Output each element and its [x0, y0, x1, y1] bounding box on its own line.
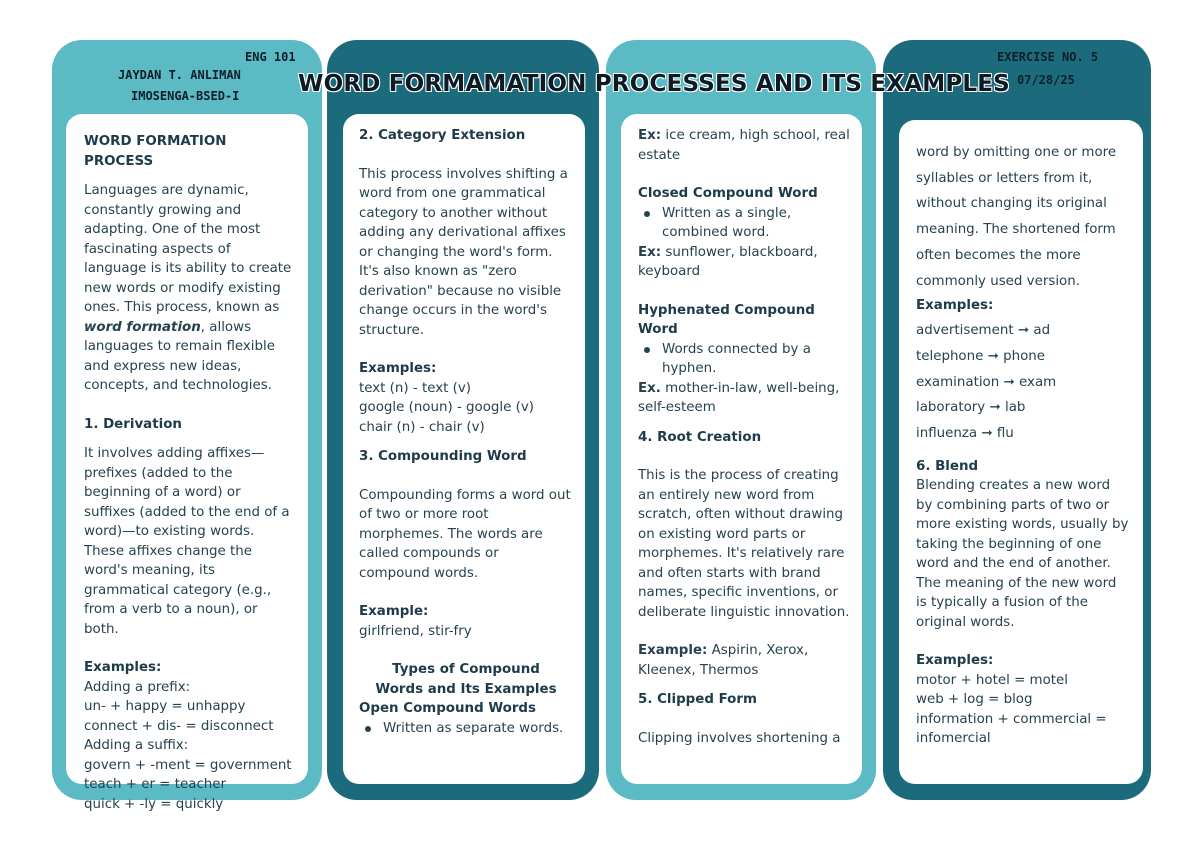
blend-examples-label: Examples:: [916, 653, 994, 669]
example-line: google (noun) - google (v): [359, 400, 535, 415]
blend-example: motor + hotel = motel: [916, 672, 1068, 688]
open-compound-heading: Open Compound Words: [359, 701, 536, 716]
list-item: Written as a single, combined word.: [638, 204, 852, 243]
hyphenated-compound-heading: Hyphenated Compound Word: [638, 302, 815, 337]
card-category-extension: [343, 114, 585, 784]
root-creation-example: Example: Aspirin, Xerox, Kleenex, Thermos: [638, 643, 809, 678]
types-heading: Types of Compound Words and Its Examples: [375, 662, 557, 697]
arrow-right-icon: ➞: [1017, 323, 1030, 339]
closed-compound-heading: Closed Compound Word: [638, 186, 818, 201]
clip-example: telephone ➞ phone: [916, 348, 1046, 364]
hyphenated-compound-example: Ex. mother-in-law, well-being, self-esteem: [638, 380, 840, 415]
arrow-right-icon: ➞: [1003, 374, 1015, 390]
exercise-number: EXERCISE NO. 5: [997, 50, 1099, 64]
example-line: quick + -ly = quickly: [84, 796, 224, 812]
arrow-right-icon: ➞: [989, 400, 1001, 416]
arrow-right-icon: ➞: [987, 348, 999, 364]
example-line: Adding a prefix:: [84, 679, 191, 695]
examples-label: Examples:: [84, 660, 162, 675]
clip-example: laboratory ➞ lab: [916, 400, 1026, 416]
closed-compound-list: [638, 204, 852, 243]
compounding-heading: 3. Compounding Word: [359, 449, 527, 464]
arrow-right-icon: ➞: [981, 426, 993, 442]
clip-example: advertisement ➞ ad: [916, 323, 1051, 339]
example-line: Adding a suffix:: [84, 738, 189, 753]
open-compound-list: [359, 719, 573, 739]
card-word-formation: [66, 114, 308, 812]
intro-paragraph: Languages are dynamic, constantly growing and adapting. One of the most fascinating aspects of language is its ability to create new words or modify existing ones. This process, known as word formation, allows languages to remain flexible and express new ideas, concepts, and technologies.: [84, 183, 292, 393]
open-compound-example: Ex: ice cream, high school, real estate: [638, 128, 850, 163]
page-title: WORD FORMAMATION PROCESSES AND ITS EXAMPLES: [298, 71, 1010, 97]
clip-example: influenza ➞ flu: [916, 426, 1014, 442]
clipped-form-heading: 5. Clipped Form: [638, 692, 757, 707]
example-line: teach + er = teacher: [84, 777, 227, 792]
example-line: connect + dis- = disconnect: [84, 718, 274, 734]
example-label: Example:: [359, 604, 429, 619]
root-creation-heading: 4. Root Creation: [638, 429, 762, 445]
blend-example: web + log = blog: [916, 692, 1033, 708]
compounding-text: Compounding forms a word out of two or more root morphemes. The words are called compounds or compound words.: [359, 487, 571, 581]
course-code: ENG 101: [245, 50, 296, 64]
card-clipping-blend: [899, 120, 1143, 784]
hyphenated-compound-list: [638, 340, 852, 379]
example-line: govern + -ment = government: [84, 757, 292, 773]
exercise-date: 07/28/25: [1017, 73, 1075, 87]
clip-example: examination ➞ exam: [916, 374, 1057, 390]
derivation-heading: 1. Derivation: [84, 416, 182, 432]
category-extension-heading: 2. Category Extension: [359, 128, 526, 143]
blend-text: Blending creates a new word by combining parts of two or more existing words, usually by taking the beginning of one word and the end of another. The meaning of the new word is typically a fusion of the original words.: [916, 478, 1129, 630]
blend-heading: 6. Blend: [916, 458, 979, 474]
examples-label: Examples:: [916, 298, 994, 314]
student-section: IMOSENGA-BSED-I: [131, 89, 240, 103]
example-value: girlfriend, stir-fry: [359, 623, 472, 639]
card-compound-root-clip: [621, 114, 862, 784]
examples-label: Examples:: [359, 361, 437, 376]
category-extension-text: This process involves shifting a word from one grammatical category to another without adding any derivational affixes or changing the word's form. It's also known as "zero derivation" because no visible change occurs in the word's structure.: [359, 166, 568, 338]
derivation-text: It involves adding affixes—prefixes (added to the beginning of a word) or suffixes (added to the end of a word)—to existing words. These affixes change the word's meaning, its grammatical category (e.g., from a verb to a noun), or both.: [84, 446, 290, 637]
section-heading: WORD FORMATION PROCESS: [84, 134, 227, 169]
list-item: Written as separate words.: [359, 719, 573, 739]
closed-compound-example: Ex: sunflower, blackboard, keyboard: [638, 244, 818, 279]
student-name: JAYDAN T. ANLIMAN: [118, 68, 241, 82]
example-line: chair (n) - chair (v): [359, 419, 485, 435]
list-item: Words connected by a hyphen.: [638, 340, 852, 379]
example-line: un- + happy = unhappy: [84, 699, 246, 714]
root-creation-text: This is the process of creating an entirely new word from scratch, often without drawing on existing word parts or morphemes. It's relatively rare and often starts with brand names, specific inventions, or deliberate linguistic innovation.: [638, 468, 850, 620]
clipped-form-continued: word by omitting one or more syllables or letters from it, without changing its original meaning. The shortened form often becomes the more commonly used version.: [916, 145, 1117, 289]
clipped-form-text: Clipping involves shortening a: [638, 730, 841, 746]
example-line: text (n) - text (v): [359, 380, 472, 396]
blend-example: information + commercial = infomercial: [916, 711, 1107, 747]
